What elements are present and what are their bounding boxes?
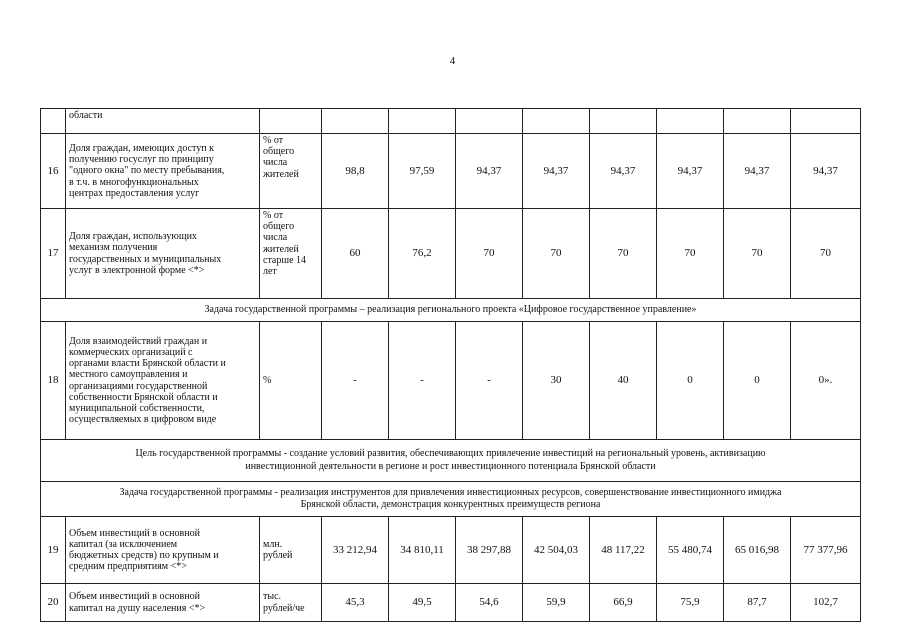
unit-of-measure	[260, 209, 322, 299]
value-cell: 54,6	[456, 584, 523, 622]
unit-line: млн.	[263, 538, 283, 550]
indicator-name-line: бюджетных средств) по крупным и	[69, 550, 219, 561]
indicator-name	[66, 134, 260, 209]
value-cell: 40	[590, 322, 657, 440]
indicator-name-line: получению госуслуг по принципу	[69, 154, 214, 166]
indicator-name-line: капитал на душу населения <*>	[69, 602, 206, 614]
indicator-name-line: услуг в электронной форме <*>	[69, 264, 205, 276]
indicator-name-line: Доля граждан, имеющих доступ к	[69, 143, 214, 155]
empty-cell	[791, 109, 861, 134]
indicator-name-line: Объем инвестиций в основной	[69, 591, 200, 603]
empty-cell	[657, 109, 724, 134]
value-cell: 94,37	[724, 134, 791, 209]
table-row	[41, 482, 861, 517]
table-row	[41, 584, 861, 622]
value-cell: 30	[523, 322, 590, 440]
section-heading-line: инвестиционной деятельности в регионе и рост инвестиционного потенциала Брянской области	[245, 460, 656, 472]
value-cell: 59,9	[523, 584, 590, 622]
row-number-cell	[41, 109, 66, 134]
page-number: 4	[449, 55, 456, 67]
indicator-name-line: муниципальной собственности,	[69, 402, 205, 414]
unit-line: рублей	[263, 550, 293, 561]
value-cell: -	[456, 322, 523, 440]
indicator-name-line: капитал (за исключением	[69, 538, 178, 550]
empty-cell	[322, 109, 389, 134]
empty-cell	[523, 109, 590, 134]
row-number: 18	[41, 322, 66, 440]
value-cell: 94,37	[456, 134, 523, 209]
value-cell: 42 504,03	[523, 517, 590, 584]
table-row	[41, 209, 861, 299]
indicators-table	[40, 108, 861, 622]
indicator-name-line: Объем инвестиций в основной	[69, 527, 200, 539]
value-cell: 0	[657, 322, 724, 440]
indicator-name-line: в т.ч. в многофункциональных	[69, 176, 199, 188]
unit-line: общего	[263, 221, 295, 233]
indicator-name-line: "одного окна" по месту пребывания,	[69, 165, 225, 177]
table-row	[41, 299, 861, 322]
indicator-name	[66, 322, 260, 440]
value-cell: 45,3	[322, 584, 389, 622]
value-cell: 0».	[791, 322, 861, 440]
value-cell: 66,9	[590, 584, 657, 622]
indicator-name-line: центрах предоставления услуг	[69, 187, 200, 199]
unit-line: рублей/че	[263, 602, 305, 614]
unit-line: числа	[263, 157, 288, 169]
unit-line: % от	[263, 135, 284, 146]
value-cell: 49,5	[389, 584, 456, 622]
unit-line: % от	[263, 210, 284, 221]
value-cell: 70	[724, 209, 791, 299]
value-cell: 34 810,11	[389, 517, 456, 584]
indicator-name-line: средним предприятиям <*>	[69, 561, 187, 573]
indicator-name	[66, 584, 260, 622]
indicator-name	[66, 517, 260, 584]
section-heading-line: Цель государственной программы - создание условий развития, обеспечивающих привлечение инвестиций на региональный уровень, активизацию	[135, 448, 766, 459]
value-cell: 94,37	[590, 134, 657, 209]
value-cell: -	[322, 322, 389, 440]
section-heading-line: Брянской области, демонстрация конкурентных преимуществ региона	[300, 499, 601, 510]
value-cell: 33 212,94	[322, 517, 389, 584]
value-cell: 0	[724, 322, 791, 440]
value-cell: 77 377,96	[791, 517, 861, 584]
indicator-name-line: механизм получения	[69, 242, 158, 254]
indicator-name-line: собственности Брянской области и	[69, 391, 218, 403]
indicator-name-line: органами власти Брянской области и	[69, 358, 226, 370]
section-heading-line: Задача государственной программы – реализация регионального проекта «Цифровое государственное управление»	[204, 303, 697, 315]
unit-of-measure	[260, 134, 322, 209]
indicator-name-line: Доля граждан, использующих	[69, 231, 197, 243]
value-cell: 76,2	[389, 209, 456, 299]
table-row	[41, 322, 861, 440]
indicator-name	[66, 209, 260, 299]
value-cell: 94,37	[523, 134, 590, 209]
unit-line: жителей	[263, 168, 299, 180]
indicator-name-cell: области	[66, 109, 260, 134]
value-cell: 94,37	[791, 134, 861, 209]
unit-line: тыс.	[263, 591, 282, 603]
value-cell: 55 480,74	[657, 517, 724, 584]
value-cell: 94,37	[657, 134, 724, 209]
value-cell: 60	[322, 209, 389, 299]
table-row	[41, 517, 861, 584]
indicator-name-line: Доля взаимодействий граждан и	[69, 335, 208, 347]
unit-of-measure	[260, 322, 322, 440]
value-cell: 98,8	[322, 134, 389, 209]
unit-line: жителей	[263, 243, 299, 255]
value-cell: 75,9	[657, 584, 724, 622]
table-row	[41, 440, 861, 482]
empty-cell	[724, 109, 791, 134]
value-cell: 70	[657, 209, 724, 299]
unit-line: числа	[263, 232, 288, 244]
indicator-name-line: организациями государственной	[69, 380, 208, 392]
value-cell: 87,7	[724, 584, 791, 622]
value-cell: 102,7	[791, 584, 861, 622]
section-heading	[41, 482, 861, 517]
empty-cell	[590, 109, 657, 134]
row-number: 20	[41, 584, 66, 622]
unit-of-measure	[260, 517, 322, 584]
value-cell: 70	[791, 209, 861, 299]
unit-line: общего	[263, 146, 295, 158]
indicator-name-line: осуществляемых в цифровом виде	[69, 414, 217, 426]
unit-of-measure	[260, 584, 322, 622]
table-row	[41, 134, 861, 209]
indicator-name-line: государственных и муниципальных	[69, 253, 222, 265]
section-heading	[41, 440, 861, 482]
value-cell: 70	[523, 209, 590, 299]
empty-cell	[389, 109, 456, 134]
value-cell: 38 297,88	[456, 517, 523, 584]
value-cell: 70	[456, 209, 523, 299]
section-heading-line: Задача государственной программы - реализация инструментов для привлечения инвестиционных ресурсов, совершенствование инвестиционного имиджа	[119, 486, 782, 498]
value-cell: 48 117,22	[590, 517, 657, 584]
unit-line: %	[263, 374, 272, 386]
value-cell: 65 016,98	[724, 517, 791, 584]
unit-line: лет	[263, 265, 277, 277]
row-number: 17	[41, 209, 66, 299]
row-number: 19	[41, 517, 66, 584]
value-cell: -	[389, 322, 456, 440]
table-row	[41, 109, 861, 134]
indicator-name-line: местного самоуправления и	[69, 369, 188, 381]
unit-line: старше 14	[263, 254, 307, 266]
row-number: 16	[41, 134, 66, 209]
value-cell: 97,59	[389, 134, 456, 209]
empty-cell	[456, 109, 523, 134]
empty-cell	[260, 109, 322, 134]
table-body	[41, 109, 861, 622]
indicator-name-line: коммерческих организаций с	[69, 346, 193, 358]
section-heading	[41, 299, 861, 322]
value-cell: 70	[590, 209, 657, 299]
